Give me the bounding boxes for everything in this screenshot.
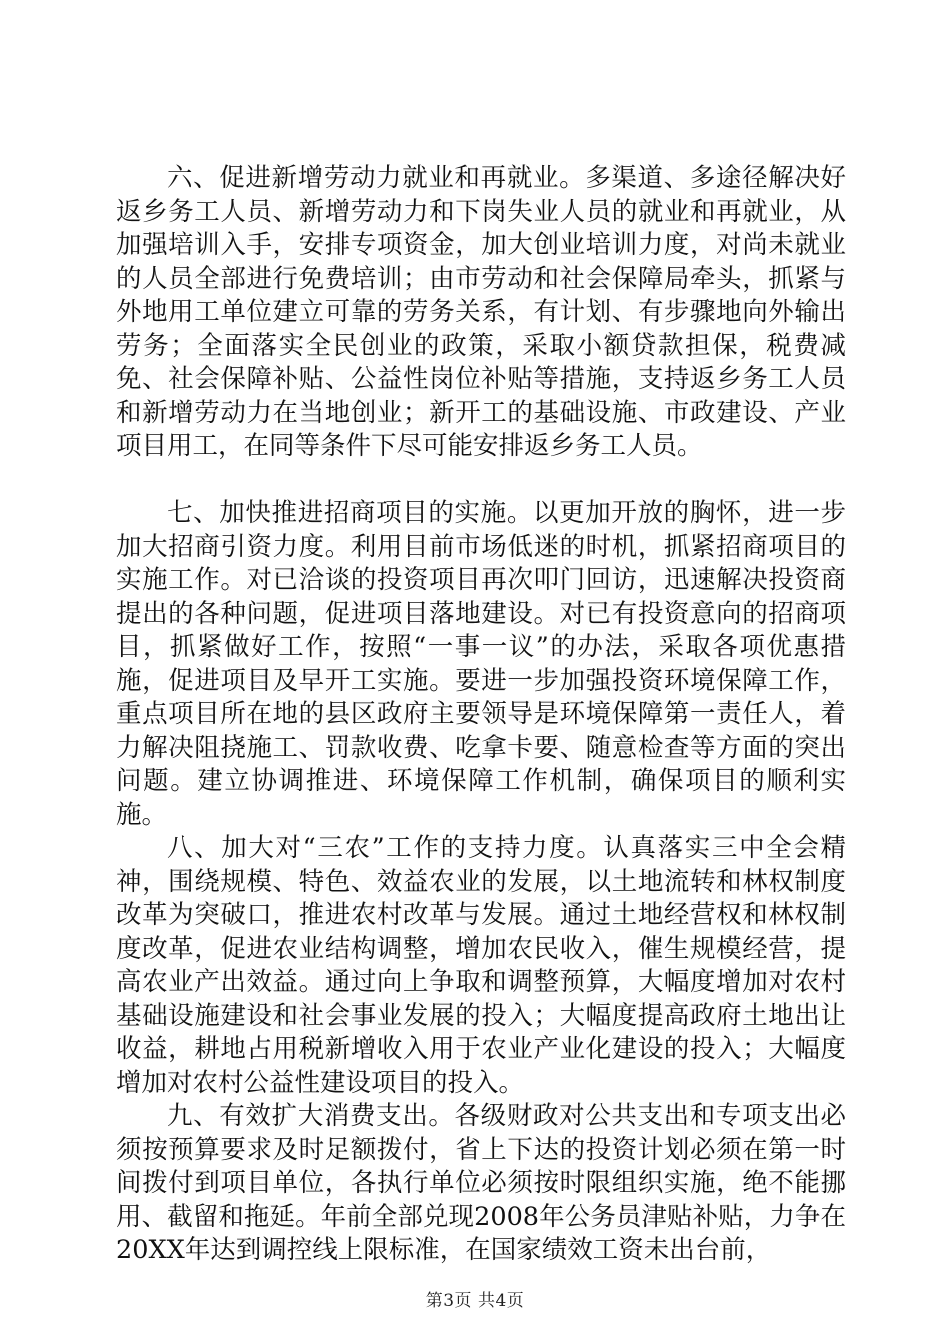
paragraph-6: 六、促进新增劳动力就业和再就业。多渠道、多途径解决好返乡务工人员、新增劳动力和下岗失业人员的就业和再就业，从加强培训入手，安排专项资金，加大创业培训力度，对尚未就业的人员全部进行免费培训；由市劳动和社会保障局牵头，抓紧与外地用工单位建立可靠的劳务关系，有计划、有步骤地向外输出劳务；全面落实全民创业的政策，采取小额贷款担保，税费减免、社会保障补贴、公益性岗位补贴等措施，支持返乡务工人员和新增劳动力在当地创业；新开工的基础设施、市政建设、产业项目用工，在同等条件下尽可能安排返乡务工人员。 [116,163,846,461]
document-body [116,162,846,1268]
paragraph-9: 九、有效扩大消费支出。各级财政对公共支出和专项支出必须按预算要求及时足额拨付，省上下达的投资计划必须在第一时间拨付到项目单位，各执行单位必须按时限组织实施，绝不能挪用、截留和拖延。年前全部兑现2008年公务员津贴补贴，力争在20XX年达到调控线上限标准，在国家绩效工资未出台前， [116,1101,846,1265]
paragraph-8: 八、加大对“三农”工作的支持力度。认真落实三中全会精神，围绕规模、特色、效益农业的发展，以土地流转和林权制度改革为突破口，推进农村改革与发展。通过土地经营权和林权制度改革，促进农业结构调整，增加农民收入，催生规模经营，提高农业产出效益。通过向上争取和调整预算，大幅度增加对农村基础设施建设和社会事业发展的投入；大幅度提高政府土地出让收益，耕地占用税新增收入用于农业产业化建设的投入；大幅度增加对农村公益性建设项目的投入。 [116,833,846,1098]
page-number-footer: 第3页 共4页 [425,1291,525,1311]
paragraph-7: 七、加快推进招商项目的实施。以更加开放的胸怀，进一步加大招商引资力度。利用目前市场低迷的时机，抓紧招商项目的实施工作。对已洽谈的投资项目再次叩门回访，迅速解决投资商提出的各种问题，促进项目落地建设。对已有投资意向的招商项目，抓紧做好工作，按照“一事一议”的办法，采取各项优惠措施，促进项目及早开工实施。要进一步加强投资环境保障工作，重点项目所在地的县区政府主要领导是环境保障第一责任人，着力解决阻挠施工、罚款收费、吃拿卡要、随意检查等方面的突出问题。建立协调推进、环境保障工作机制，确保项目的顺利实施。 [116,498,846,830]
